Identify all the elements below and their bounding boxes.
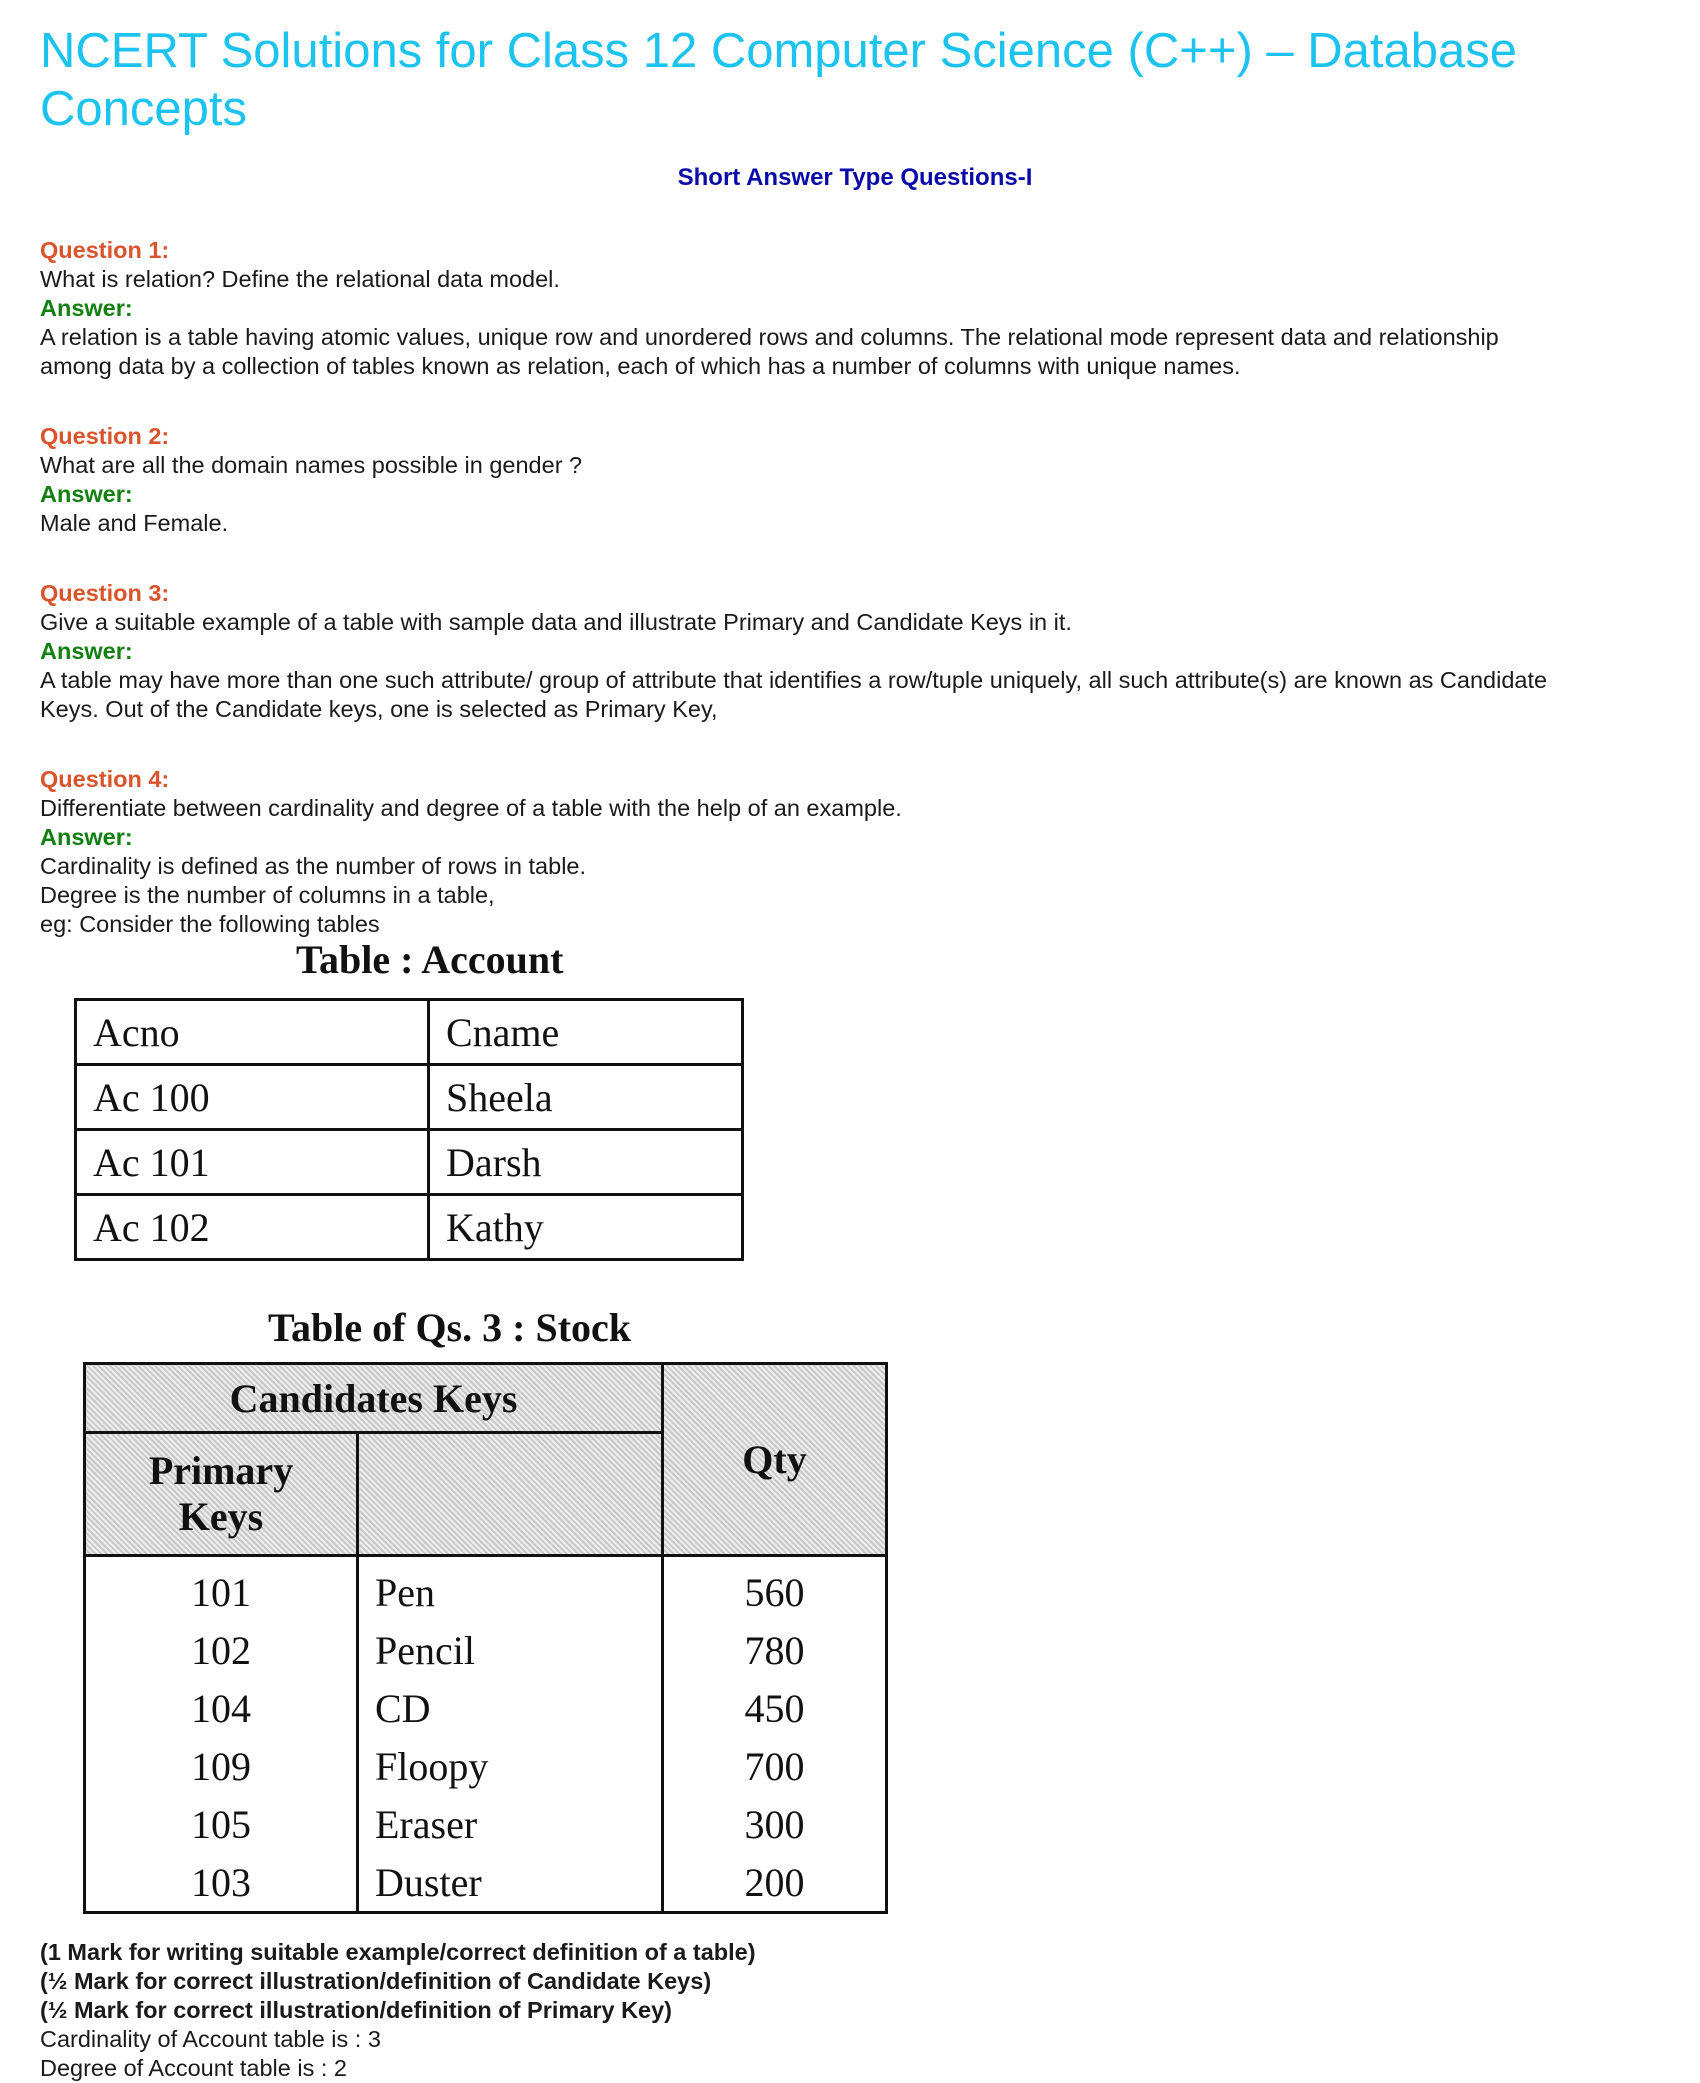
question-text: Differentiate between cardinality and degree of a table with the help of an example. xyxy=(40,795,902,821)
stock-table xyxy=(83,1362,888,1914)
table-cell: Duster xyxy=(358,1853,663,1913)
table-cell: Sheela xyxy=(429,1065,743,1130)
marks-line: (½ Mark for correct illustration/definition of Primary Key) xyxy=(40,1997,673,2023)
table-row xyxy=(85,1621,887,1679)
table-cell: Pen xyxy=(358,1556,663,1622)
question-block-4 xyxy=(40,765,1680,939)
table-header-cell: Acno xyxy=(76,1000,429,1065)
table-cell: Pencil xyxy=(358,1621,663,1679)
table-cell: CD xyxy=(358,1679,663,1737)
marks-block xyxy=(40,1938,1680,2083)
table-cell: Ac 102 xyxy=(76,1195,429,1260)
question-label: Question 4: xyxy=(40,766,170,792)
candidates-keys-header: Candidates Keys xyxy=(85,1364,663,1433)
question-text: Give a suitable example of a table with sample data and illustrate Primary and Candidate Keys in it. xyxy=(40,609,1072,635)
table-cell: 109 xyxy=(85,1737,358,1795)
answer-label: Answer: xyxy=(40,638,133,664)
question-label: Question 1: xyxy=(40,237,170,263)
table-cell: 102 xyxy=(85,1621,358,1679)
table-cell: 101 xyxy=(85,1556,358,1622)
table-cell: Floopy xyxy=(358,1737,663,1795)
table-cell: Eraser xyxy=(358,1795,663,1853)
answer-text: among data by a collection of tables known as relation, each of which has a number of columns with unique names. xyxy=(40,353,1241,379)
table-row xyxy=(85,1556,887,1622)
answer-text: Degree is the number of columns in a table, xyxy=(40,882,495,908)
table-cell: 104 xyxy=(85,1679,358,1737)
table-cell: 780 xyxy=(663,1621,887,1679)
marks-line: (½ Mark for correct illustration/definition of Candidate Keys) xyxy=(40,1968,712,1994)
table-cell: 200 xyxy=(663,1853,887,1913)
qty-header: Qty xyxy=(663,1364,887,1556)
table-row xyxy=(76,1195,743,1260)
table-cell: 560 xyxy=(663,1556,887,1622)
page-title: NCERT Solutions for Class 12 Computer Science (C++) – Database Concepts xyxy=(40,24,1518,136)
answer-label: Answer: xyxy=(40,295,133,321)
answer-text: A table may have more than one such attribute/ group of attribute that identifies a row/tuple uniquely, all such attribute(s) are known as Candidate xyxy=(40,667,1548,693)
table-row xyxy=(85,1795,887,1853)
cardinality-statement: Cardinality of Account table is : 3 xyxy=(40,2026,381,2052)
table-cell: 103 xyxy=(85,1853,358,1913)
table-cell: Ac 101 xyxy=(76,1130,429,1195)
table-header-cell: Cname xyxy=(429,1000,743,1065)
answer-text: A relation is a table having atomic values, unique row and unordered rows and columns. The relational mode represent data and relationship xyxy=(40,324,1499,350)
question-text: What are all the domain names possible in gender ? xyxy=(40,452,583,478)
table-cell: 450 xyxy=(663,1679,887,1737)
table-row xyxy=(85,1737,887,1795)
question-block-2 xyxy=(40,422,1680,538)
question-block-3 xyxy=(40,579,1680,724)
table-row xyxy=(85,1853,887,1913)
section-heading: Short Answer Type Questions-I xyxy=(677,164,1033,191)
table-cell: 700 xyxy=(663,1737,887,1795)
table-cell: 300 xyxy=(663,1795,887,1853)
table-cell: Kathy xyxy=(429,1195,743,1260)
table-row xyxy=(76,1065,743,1130)
table-cell: 105 xyxy=(85,1795,358,1853)
table-cell: Darsh xyxy=(429,1130,743,1195)
answer-label: Answer: xyxy=(40,481,133,507)
degree-statement: Degree of Account table is : 2 xyxy=(40,2055,347,2081)
table-row xyxy=(76,1130,743,1195)
primary-keys-header: Primary Keys xyxy=(85,1433,358,1556)
account-table xyxy=(74,998,744,1261)
table-cell: Ac 100 xyxy=(76,1065,429,1130)
question-block-1 xyxy=(40,236,1680,381)
stock-table-title: Table of Qs. 3 : Stock xyxy=(268,1305,632,1350)
blank-header-cell xyxy=(358,1433,663,1556)
question-text: What is relation? Define the relational data model. xyxy=(40,266,560,292)
marks-line: (1 Mark for writing suitable example/correct definition of a table) xyxy=(40,1939,756,1965)
answer-text: Keys. Out of the Candidate keys, one is selected as Primary Key, xyxy=(40,696,718,722)
answer-label: Answer: xyxy=(40,824,133,850)
answer-text: eg: Consider the following tables xyxy=(40,911,380,937)
table-row xyxy=(85,1679,887,1737)
question-label: Question 2: xyxy=(40,423,170,449)
table-header-row xyxy=(76,1000,743,1065)
answer-text: Male and Female. xyxy=(40,510,229,536)
answer-text: Cardinality is defined as the number of rows in table. xyxy=(40,853,587,879)
question-label: Question 3: xyxy=(40,580,170,606)
account-table-title: Table : Account xyxy=(296,937,564,982)
table-header-row xyxy=(85,1364,887,1433)
